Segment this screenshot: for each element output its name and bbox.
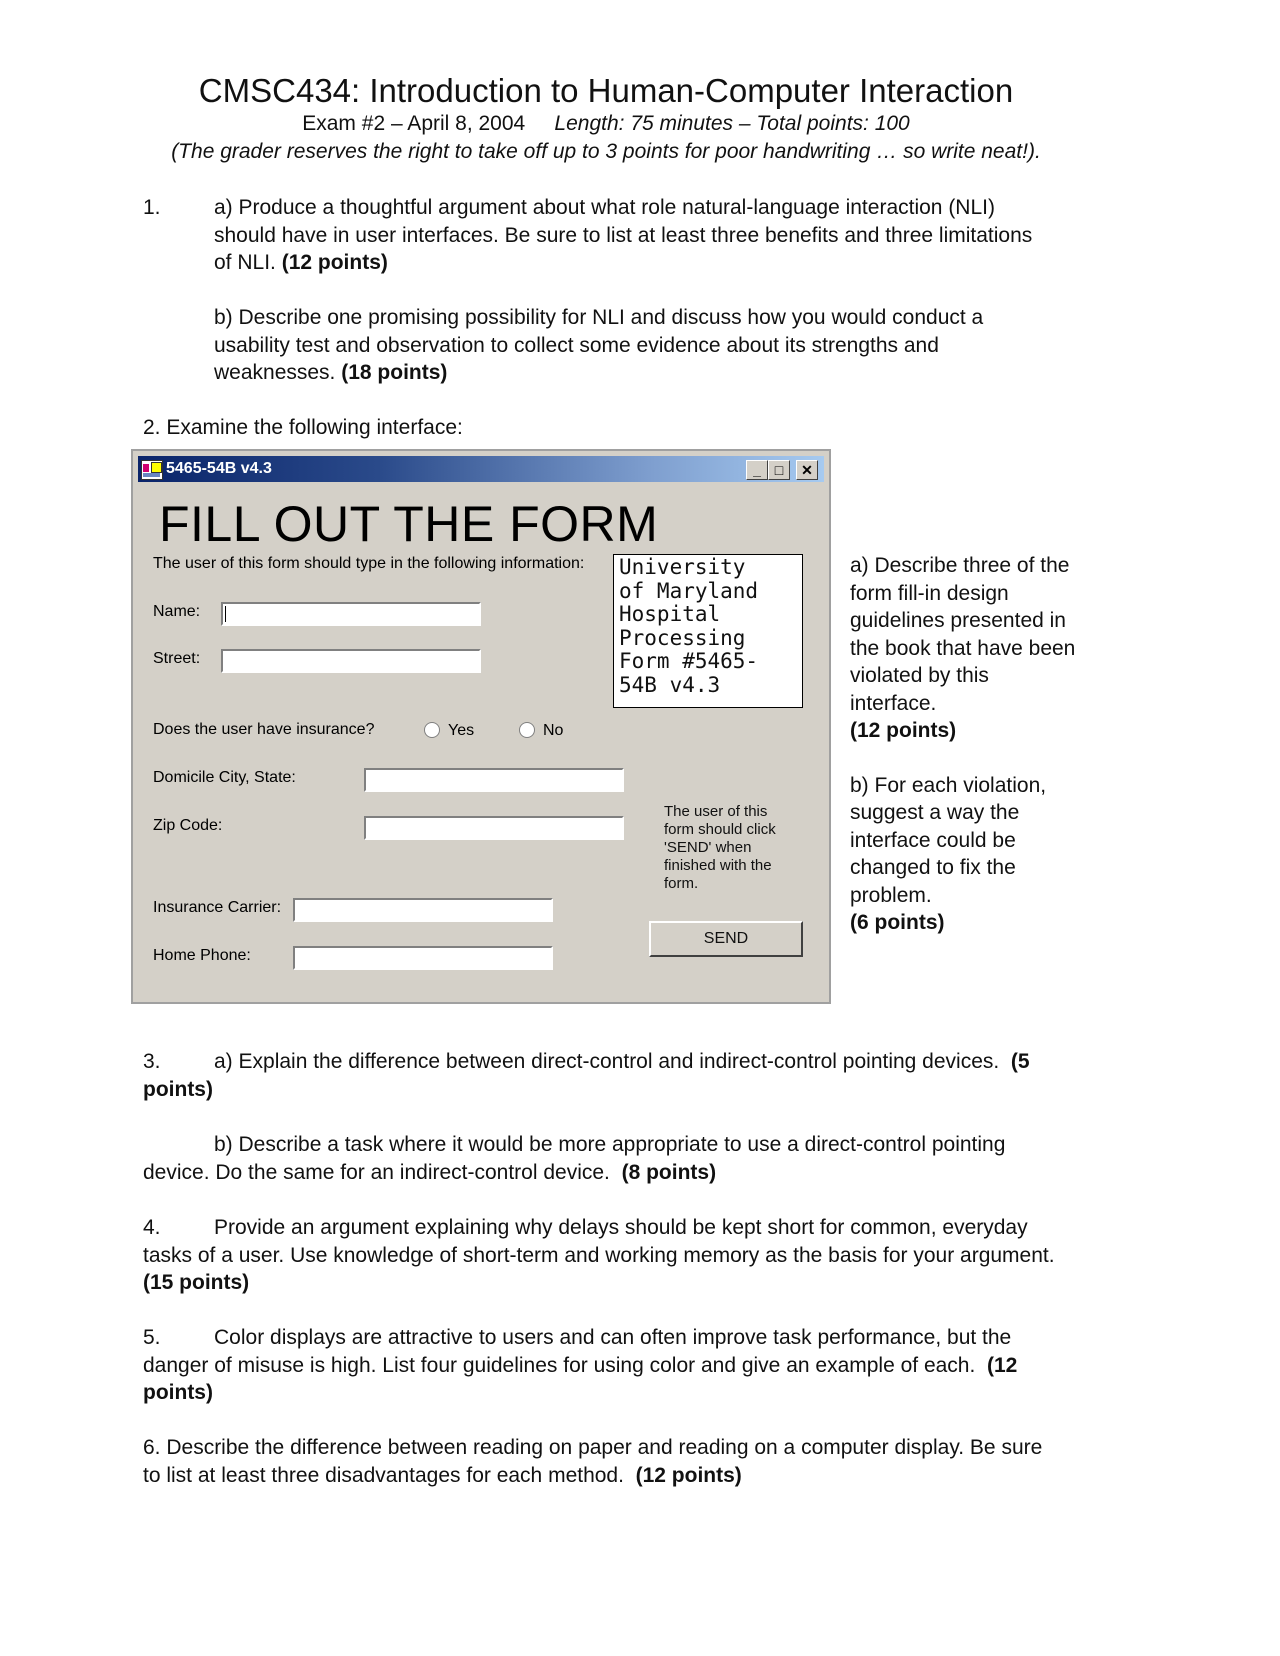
exam-info xyxy=(0,112,1212,136)
q1b xyxy=(214,304,1054,387)
phone-label: Home Phone: xyxy=(153,947,251,964)
insurance-question: Does the user have insurance? xyxy=(153,721,375,738)
q3b-text: b) Describe a task where it would be more appropriate to use a direct-control pointing device. Do the same for an indirect-control device. xyxy=(143,1133,1006,1184)
q2-side xyxy=(850,552,1080,937)
no-radio[interactable] xyxy=(519,722,535,738)
street-input[interactable] xyxy=(221,649,481,673)
window-titlebar[interactable] xyxy=(138,456,824,482)
exam-length: Length: 75 minutes – Total points: 100 xyxy=(554,112,910,135)
zip-input[interactable] xyxy=(364,816,624,840)
send-note: The user of this form should click 'SEND' when finished with the form. xyxy=(664,803,776,892)
close-button[interactable]: ✕ xyxy=(796,460,818,480)
q3-number: 3. xyxy=(143,1050,161,1073)
info-box: University of Maryland Hospital Processing Form #5465- 54B v4.3 xyxy=(613,554,803,708)
maximize-button[interactable]: □ xyxy=(768,460,790,480)
q5 xyxy=(143,1324,1068,1407)
page-title: CMSC434: Introduction to Human-Computer Interaction xyxy=(198,72,1014,109)
grader-note: (The grader reserves the right to take off up to 3 points for poor handwriting … so write neat!). xyxy=(171,140,1041,163)
form-heading: FILL OUT THE FORM xyxy=(159,496,659,552)
send-button[interactable]: SEND xyxy=(649,921,803,957)
q1a xyxy=(214,194,1054,277)
street-label: Street: xyxy=(153,650,201,667)
q3b-points: (8 points) xyxy=(621,1160,717,1184)
q4-text: Provide an argument explaining why delays should be kept short for common, everyday tasks of a user. Use knowledge of short-term and working memory as the basis for your argument. xyxy=(143,1216,1055,1267)
q4-points: (15 points) xyxy=(143,1271,250,1294)
q1a-points: (12 points) xyxy=(281,251,388,274)
q6 xyxy=(143,1434,1058,1489)
q2-text: 2. Examine the following interface: xyxy=(143,416,463,439)
text-cursor xyxy=(225,606,226,622)
form-window xyxy=(131,449,831,1004)
q1a-text: a) Produce a thoughtful argument about what role natural-language interaction (NLI) should have in user interfaces. Be sure to list at least three benefits and three limitations of NLI. xyxy=(214,196,1033,274)
zip-label: Zip Code: xyxy=(153,817,223,834)
q2b-text: b) For each violation, suggest a way the interface could be changed to fix the problem. xyxy=(850,773,1047,907)
city-label: Domicile City, State: xyxy=(153,769,296,786)
name-label: Name: xyxy=(153,603,201,620)
q1b-points: (18 points) xyxy=(341,361,448,384)
minimize-button[interactable]: _ xyxy=(746,460,768,480)
q5-text: Color displays are attractive to users and can often improve task performance, but the danger of misuse is high. List four guidelines for using color and give an example of each. xyxy=(143,1326,1012,1377)
phone-input[interactable] xyxy=(293,946,553,970)
q4-number: 4. xyxy=(143,1216,161,1239)
app-icon xyxy=(141,460,163,480)
q2a-points: (12 points) xyxy=(850,719,957,742)
name-input[interactable] xyxy=(221,602,481,626)
exam-date: Exam #2 – April 8, 2004 xyxy=(302,112,526,135)
q3a-text: a) Explain the difference between direct-control and indirect-control pointing devices. xyxy=(214,1050,1000,1073)
yes-label: Yes xyxy=(448,722,475,739)
q2a-text: a) Describe three of the form fill-in design guidelines presented in the book that have been violated by this interface. xyxy=(850,554,1076,715)
no-label: No xyxy=(543,722,564,739)
q5-points: (12 points) xyxy=(143,1353,1018,1404)
carrier-label: Insurance Carrier: xyxy=(153,899,282,916)
q3a xyxy=(143,1048,1083,1103)
q6-points: (12 points) xyxy=(635,1463,742,1487)
carrier-input[interactable] xyxy=(293,898,553,922)
city-input[interactable] xyxy=(364,768,624,792)
q2b-points: (6 points) xyxy=(850,911,945,934)
q3b xyxy=(143,1131,1073,1186)
q4 xyxy=(143,1214,1073,1297)
q1-number: 1. xyxy=(143,196,161,219)
q1b-text: b) Describe one promising possibility for NLI and discuss how you would conduct a usability test and observation to collect some evidence about its strengths and weaknesses. xyxy=(214,306,984,384)
form-instructions: The user of this form should type in the following information: xyxy=(153,555,585,572)
q5-number: 5. xyxy=(143,1326,161,1349)
q6-text: 6. Describe the difference between reading on paper and reading on a computer display. Be sure to list at least three disadvantages for each method. xyxy=(143,1436,1043,1487)
window-title: 5465-54B v4.3 xyxy=(166,460,272,477)
q3a-points: (5 points) xyxy=(143,1050,1030,1101)
yes-radio[interactable] xyxy=(424,722,440,738)
